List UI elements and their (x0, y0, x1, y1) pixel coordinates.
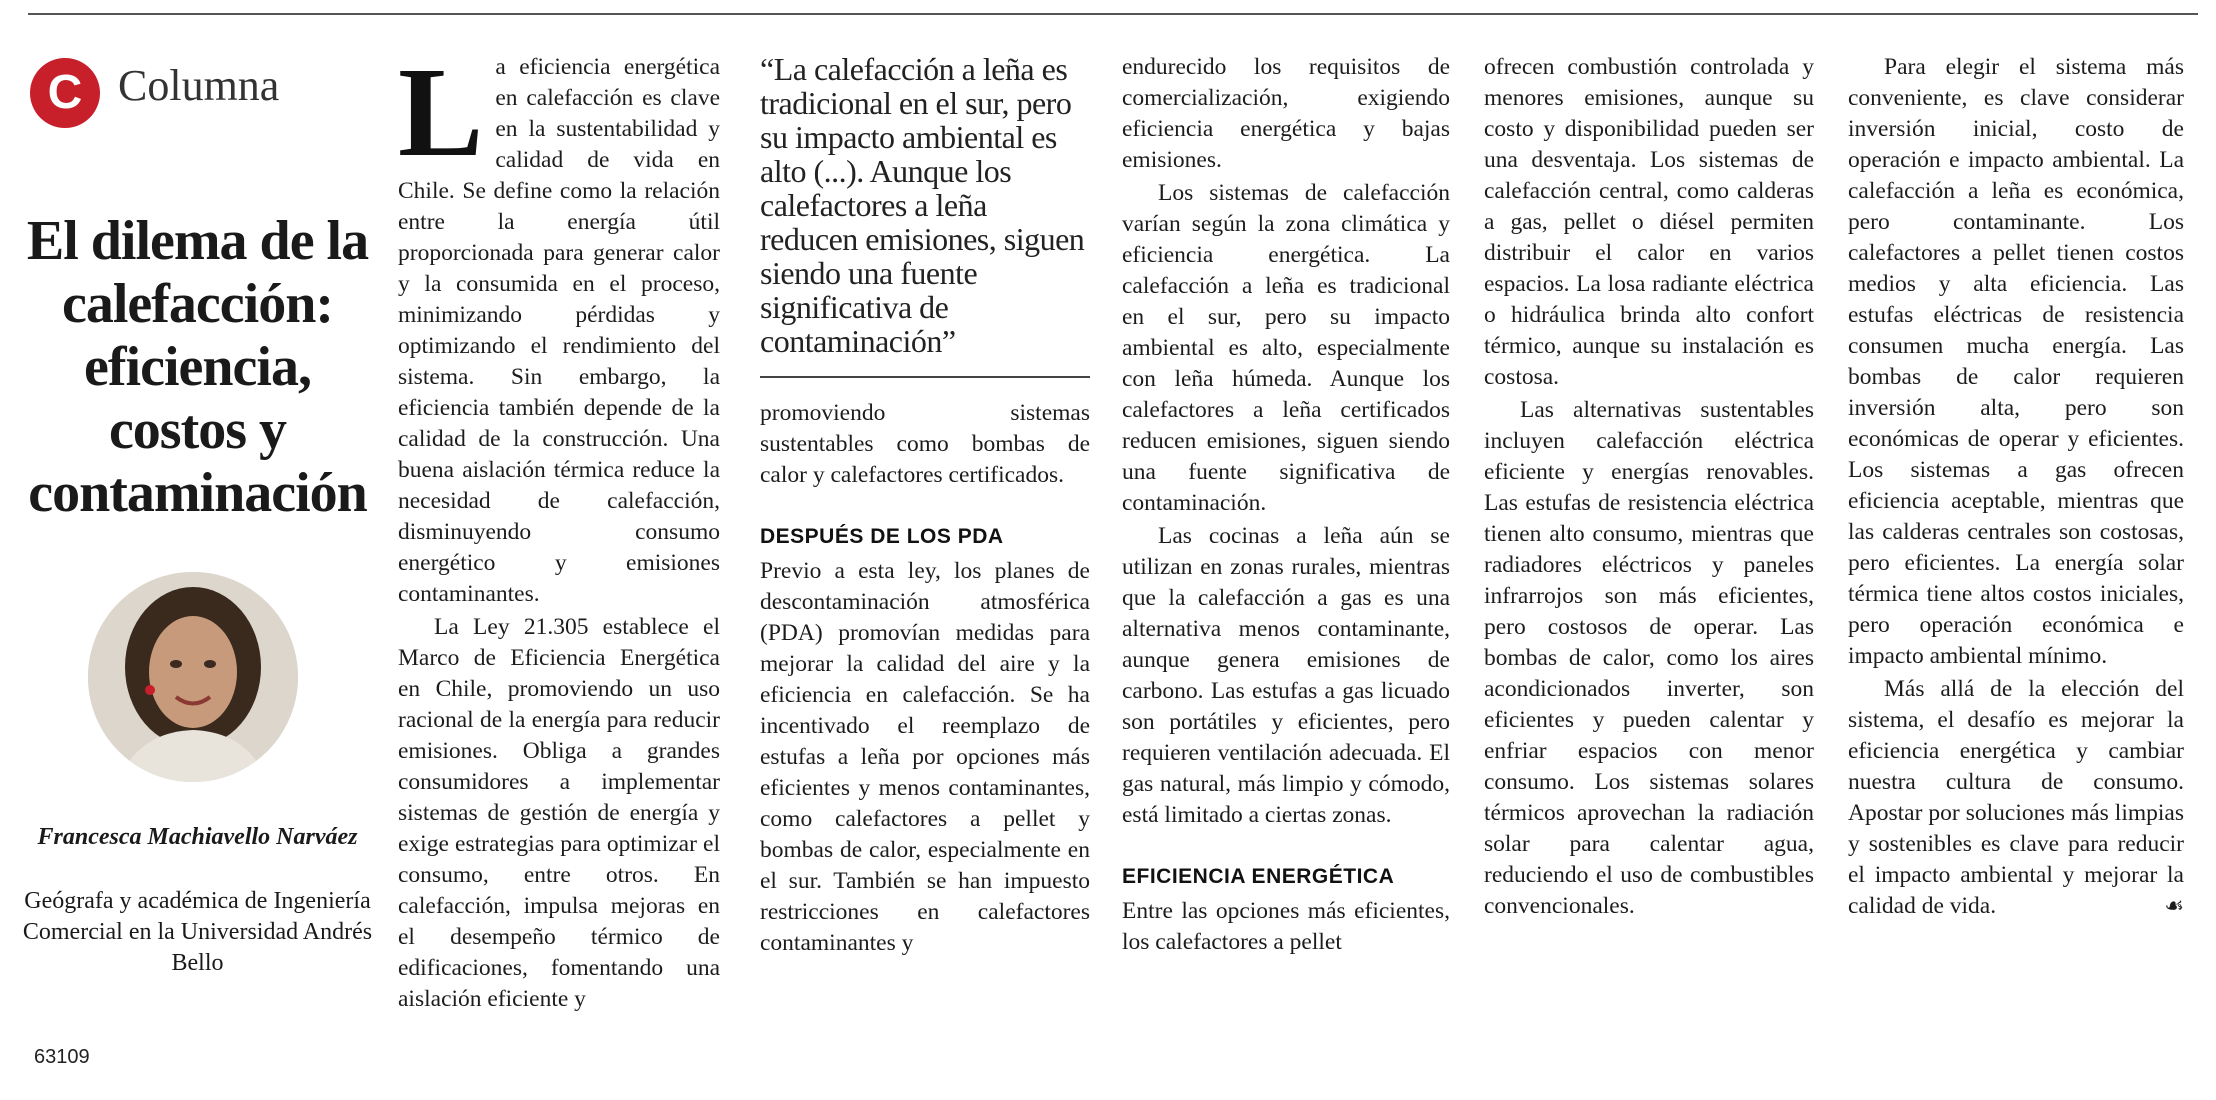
subhead-eficiencia-energetica: EFICIENCIA ENERGÉTICA (1122, 865, 1395, 888)
subhead-despues-de-los-pda: DESPUÉS DE LOS PDA (760, 525, 1004, 548)
article-column-1 (398, 41, 720, 1015)
article-column-5 (1848, 52, 2184, 922)
paragraph-11: Para elegir el sistema más conveniente, es clave considerar inversión inicial, costo de operación e impacto ambiental. La calefacción a leña es económica, pero contaminante. Los calefactores a pellet tienen costos medios y alta eficiencia. Las estufas eléctricas de resistencia consumen mucha energía. Las bombas de calor requieren inversión alta, pero son económicas de operar y eficientes. Los sistemas a gas ofrecen eficiencia aceptable, mientras que las calderas centrales son costosas, pero eficientes. La energía solar térmica tiene altos costos iniciales, pero operación económica e impacto ambiental mínimo. (1848, 54, 2184, 669)
paragraph-10: Las alternativas sustentables incluyen calefacción eléctrica eficiente y energías renovables. Las estufas de resistencia eléctrica tienen alto consumo, mientras que radiadores eléctricos y paneles infrarrojos son más eficientes, pero costosos de operar. Las bombas de calor, como los aires acondicionados inverter, son eficientes y pueden calentar y enfriar espacios con menor consumo. Los sistemas solares térmicos aprovechan la radiación solar para calentar agua, reduciendo el uso de combustibles convencionales. (1484, 397, 1814, 919)
article-column-4 (1484, 52, 1814, 922)
paragraph-12-text: Más allá de la elección del sistema, el desafío es mejorar la eficiencia energética y cambiar nuestra cultura de consumo. Apostar por soluciones más limpias y sostenibles es clave para reducir el impacto ambiental y mejorar la calidad de vida. (1848, 676, 2184, 919)
paragraph-1: a eficiencia energética en calefacción es clave en la sustentabilidad y calidad de vida en Chile. Se define como la relación entre la energía útil proporcionada para generar calor y la consumida en el proceso, minimizando pérdidas y optimizando el rendimiento del sistema. Sin embargo, la eficiencia también depende de la calidad de la construcción. Una buena aislación térmica reduce la necesidad de calefacción, disminuyendo consumo energético y emisiones contaminantes. (398, 54, 720, 607)
headline: El dilema de la calefacción: eficiencia, costos y contaminación (26, 210, 369, 524)
paragraph-8: Entre las opciones más eficientes, los calefactores a pellet (1122, 898, 1450, 955)
end-mark-icon: ☙ (2164, 894, 2184, 919)
section-label: Columna (118, 61, 280, 110)
paragraph-7: Las cocinas a leña aún se utilizan en zonas rurales, mientras que la calefacción a gas es una alternativa menos contaminante, aunque genera emisiones de carbono. Las estufas a gas licuado son portátiles y eficientes, pero requieren ventilación adecuada. El gas natural, más limpio y cómodo, está limitado a ciertas zonas. (1122, 523, 1450, 828)
author-name: Francesca Machiavello Narváez (37, 824, 358, 850)
paragraph-2: La Ley 21.305 establece el Marco de Eficiencia Energética en Chile, promoviendo un uso racional de la energía para reducir emisiones. Obliga a grandes consumidores a implementar sistemas de gestión de energía y exige estrategias para optimizar el consumo, entre otros. En calefacción, impulsa mejoras en el desempeño térmico de edificaciones, fomentando una aislación eficiente y (398, 614, 720, 1012)
paragraph-3: promoviendo sistemas sustentables como bombas de calor y calefactores certificados. (760, 400, 1090, 488)
paragraph-4: Previo a esta ley, los planes de descontaminación atmosférica (PDA) promovían medidas para mejorar la calidad del aire y la eficiencia en calefacción. Se ha incentivado el reemplazo de estufas a leña por opciones más eficientes y menos contaminantes, como calefactores a pellet y bombas de calor, especialmente en el sur. También se han impuesto restricciones en calefactores contaminantes y (760, 558, 1090, 956)
quote-divider (760, 376, 1090, 378)
article-column-3 (1122, 52, 1450, 958)
pull-quote: “La calefacción a leña es tradicional en el sur, pero su impacto ambiental es alto (...). Aunque los calefactores a leña reducen emisiones, siguen siendo una fuente significativa de contaminación” (760, 51, 1085, 359)
author-photo (88, 572, 298, 782)
author-role: Geógrafa y académica de Ingeniería Comercial en la Universidad Andrés Bello (22, 888, 373, 976)
section-badge: C (30, 58, 100, 128)
author-portrait-illustration (88, 572, 298, 782)
paragraph-5: endurecido los requisitos de comercialización, exigiendo eficiencia energética y bajas emisiones. (1122, 54, 1450, 173)
paragraph-12 (1848, 674, 2184, 922)
edition-code: 63109 (34, 1046, 90, 1068)
top-rule (28, 13, 2198, 15)
paragraph-9: ofrecen combustión controlada y menores emisiones, aunque su costo y disponibilidad pueden ser una desventaja. Los sistemas de calefacción central, como calderas a gas, pellet o diésel permiten distribuir el calor en varios espacios. La losa radiante eléctrica o hidráulica brinda alto confort térmico, aunque su instalación es costosa. (1484, 54, 1814, 390)
article-column-2 (760, 52, 1090, 959)
paragraph-6: Los sistemas de calefacción varían según la zona climática y eficiencia energética. La calefacción a leña es tradicional en el sur, pero su impacto ambiental es alto, especialmente con leña húmeda. Aunque los calefactores a leña certificados reducen emisiones, siguen siendo una fuente significativa de contaminación. (1122, 180, 1450, 516)
dropcap: L (398, 41, 484, 183)
